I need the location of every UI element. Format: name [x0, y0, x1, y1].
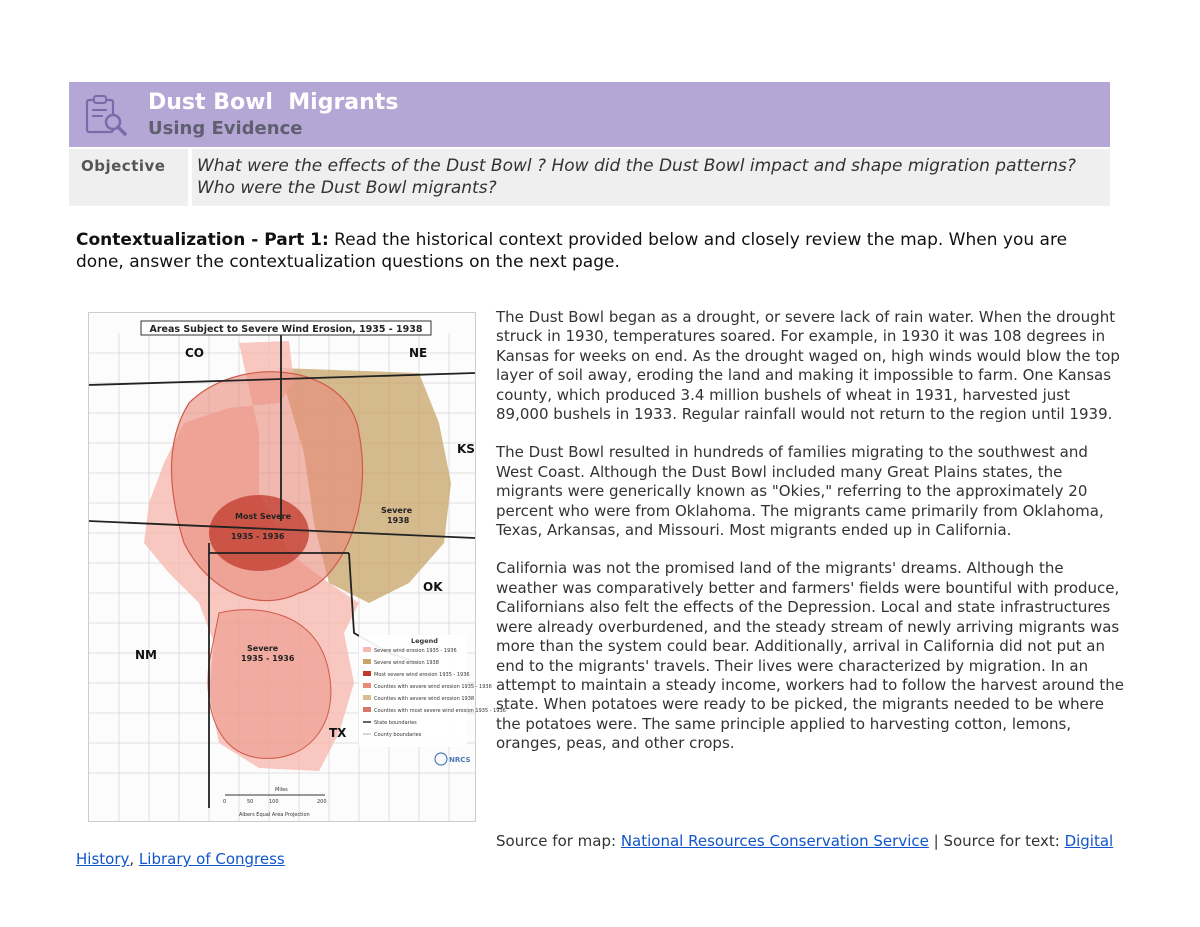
legend-item-2: Severe wind erosion 1938: [374, 660, 439, 666]
scale-tick-100: 100: [269, 799, 279, 805]
paragraph-drought: The Dust Bowl began as a drought, or severe lack of rain water. When the drought struck in 1930, temperatures soared. For example, in 1930 it was 108 degrees in Kansas for weeks on end. As the drought waged on, high winds would blow the top layer of soil away, eroding the land and making it impossible to farm. One Kansas county, which produced 3.4 million bushels of wheat in 1931, harvested just 89,000 bushels in 1933. Regular rainfall would not return to the region until 1939.: [496, 308, 1120, 424]
library-of-congress-link[interactable]: Library of Congress: [138, 850, 285, 868]
header-banner: [69, 82, 1110, 147]
legend-item-6: Counties with most severe wind erosion 1935 - 1936: [374, 708, 506, 714]
map-title: Areas Subject to Severe Wind Erosion, 1935 - 1938: [149, 324, 423, 335]
paragraph-migration: The Dust Bowl resulted in hundreds of families migrating to the southwest and West Coast. Although the Dust Bowl included many Great Plains states, the migrants were generically known as "Okies," referring to the approximately 20 percent who were from Oklahoma. The migrants came primarily from Oklahoma, Texas, Arkansas, and Missouri. Most migrants ended up in California.: [496, 443, 1104, 540]
map-graphic: [89, 313, 506, 821]
nrcs-source-link[interactable]: National Resources Conservation Service: [620, 832, 929, 850]
contextualization-heading: Contextualization - Part 1:: [76, 230, 329, 250]
map-zone-severe-south-years: 1935 - 1936: [241, 654, 295, 663]
scale-tick-0: 0: [223, 799, 227, 805]
objective-divider: [188, 149, 192, 206]
page-subtitle: Using Evidence: [148, 118, 303, 139]
page-title: Dust Bowl Migrants: [148, 90, 399, 115]
sources-line: [496, 832, 1113, 850]
scale-tick-200: 200: [317, 799, 327, 805]
digital-history-link[interactable]: Digital: [1064, 832, 1114, 850]
source-separator: | Source for text:: [928, 832, 1065, 850]
map-state-ks: KS: [457, 442, 475, 456]
map-state-ne: NE: [409, 346, 428, 360]
map-projection: Albers Equal Area Projection: [239, 812, 310, 818]
scale-tick-50: 50: [247, 799, 254, 805]
map-zone-severe-south: Severe: [247, 644, 279, 653]
map-zone-most-severe-years: 1935 - 1936: [231, 532, 285, 541]
historical-context-text: [496, 308, 1126, 773]
clipboard-magnifier-icon: [83, 94, 131, 138]
legend-title: Legend: [411, 637, 438, 645]
nrcs-logo-text: NRCS: [449, 756, 471, 764]
map-zone-severe-north: Severe: [381, 506, 413, 515]
legend-item-7: State boundaries: [374, 720, 417, 726]
contextualization-instructions: [76, 229, 1116, 273]
legend-item-5: Counties with severe wind erosion 1938: [374, 696, 475, 702]
objective-label: Objective: [81, 157, 166, 175]
map-state-tx: TX: [329, 726, 347, 740]
sources-line-continued: [76, 850, 285, 868]
paragraph-california: California was not the promised land of the migrants' dreams. Although the weather was comparatively better and farmers' fields were bountiful with produce, Californians also felt the effects of the Depression. Local and state infrastructures were already overburdened, and the steady stream of newly arriving migrants was more than the system could bear. Additionally, arrival in California did not put an end to the migrants' travels. Their lives were characterized by migration. In an attempt to maintain a steady income, workers had to follow the harvest around the state. When potatoes were ready to be picked, the migrants needed to be where the potatoes were. The same principle applied to harvesting cotton, lemons, oranges, peas, and other crops.: [496, 559, 1125, 753]
map-state-co: CO: [185, 346, 205, 360]
contextualization-text: Read the historical context provided below and closely review the map. When you are done, answer the contextualization questions on the next page.: [76, 230, 1068, 272]
legend-item-8: County boundaries: [374, 732, 422, 738]
objective-row: [69, 149, 1110, 206]
legend-item-4: Counties with severe wind erosion 1935 - 1936: [374, 684, 492, 690]
legend-item-3: Most severe wind erosion 1935 - 1936: [374, 672, 470, 678]
legend-item-1: Severe wind erosion 1935 - 1936: [374, 648, 457, 654]
map-state-ok: OK: [423, 580, 443, 594]
map-state-nm: NM: [135, 648, 157, 662]
dust-bowl-map: [88, 312, 506, 822]
map-zone-most-severe: Most Severe: [235, 512, 292, 521]
map-legend: [359, 635, 506, 747]
source-comma: ,: [129, 850, 139, 868]
map-zone-severe-north-year: 1938: [387, 516, 410, 525]
objective-text: What were the effects of the Dust Bowl ? How did the Dust Bowl impact and shape migration patterns? Who were the Dust Bowl migrants?: [197, 156, 1076, 198]
source-map-prefix: Source for map:: [496, 832, 621, 850]
objective-label-cell: [69, 149, 188, 206]
scale-label: Miles: [275, 787, 288, 793]
digital-history-link-continued[interactable]: History: [76, 850, 130, 868]
